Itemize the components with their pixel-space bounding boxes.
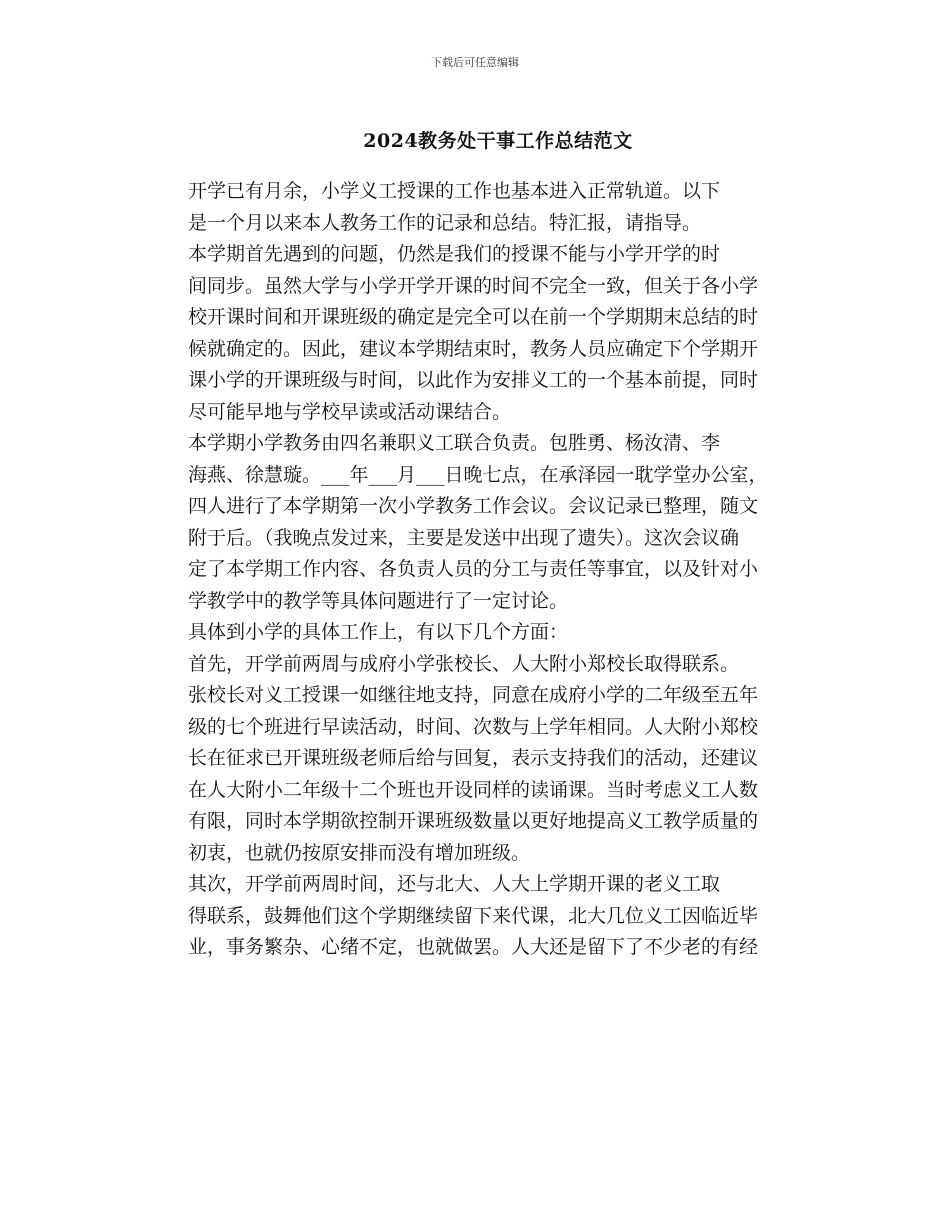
paragraph-line: 间同步。虽然大学与小学开学开课的时间不完全一致，但关于各小学 <box>188 274 759 297</box>
paragraph-line: 其次，开学前两周时间，还与北大、人大上学期开课的老义工取 <box>188 873 721 895</box>
paragraph-line: 是一个月以来本人教务工作的记录和总结。特汇报，请指导。 <box>188 211 702 234</box>
paragraph-line: 校开课时间和开课班级的确定是完全可以在前一个学期期末总结的时 <box>188 306 759 328</box>
document-title: 2024教务处干事工作总结范文 <box>363 130 633 152</box>
paragraph-line: 学教学中的教学等具体问题进行了一定讨论。 <box>188 589 569 612</box>
paragraph <box>142 428 822 617</box>
paragraph-line: 开学已有月余，小学义工授课的工作也基本进入正常轨道。以下 <box>188 180 721 202</box>
paragraph <box>142 176 822 239</box>
paragraph-line: 本学期首先遇到的问题，仍然是我们的授课不能与小学开学的时 <box>188 243 721 265</box>
paragraph-line: 附于后。（我晚点发过来，主要是发送中出现了遗失）。这次会议确 <box>188 526 740 549</box>
paragraph-line: 业，事务繁杂、心绪不定，也就做罢。人大还是留下了不少老的有经 <box>188 936 759 958</box>
paragraph-line: 尽可能早地与学校早读或活动课结合。 <box>188 400 512 423</box>
paragraph-line: 海燕、徐慧璇。___年___月___日晚七点，在承泽园一耽学堂办公室， <box>188 463 768 486</box>
paragraph-line: 首先，开学前两周与成府小学张校长、人大附小郑校长取得联系。 <box>188 652 740 675</box>
paragraph-line: 定了本学期工作内容、各负责人员的分工与责任等事宜，以及针对小 <box>188 558 759 580</box>
paragraph <box>142 239 822 428</box>
paragraph-line: 张校长对义工授课一如继往地支持，同意在成府小学的二年级至五年 <box>188 684 759 706</box>
paragraph-line: 初衷，也就仍按原安排而没有增加班级。 <box>188 841 531 864</box>
paragraph-line: 本学期小学教务由四名兼职义工联合负责。包胜勇、杨汝清、李 <box>188 432 721 454</box>
paragraph <box>142 869 822 964</box>
paragraph <box>142 649 822 870</box>
paragraph-line: 课小学的开课班级与时间，以此作为安排义工的一个基本前提，同时 <box>188 369 759 391</box>
paragraph <box>142 617 822 649</box>
paragraph-line: 具体到小学的具体工作上，有以下几个方面： <box>188 621 569 643</box>
download-note: 下载后可任意编辑 <box>431 56 519 69</box>
paragraph-line: 在人大附小二年级十二个班也开设同样的读诵课。当时考虑义工人数 <box>188 778 759 801</box>
paragraph-line: 级的七个班进行早读活动，时间、次数与上学年相同。人大附小郑校 <box>188 715 759 738</box>
paragraph-line: 长在征求已开课班级老师后给与回复，表示支持我们的活动，还建议 <box>188 747 759 769</box>
document-body <box>142 176 822 964</box>
paragraph-line: 得联系，鼓舞他们这个学期继续留下来代课，北大几位义工因临近毕 <box>188 904 759 927</box>
paragraph-line: 候就确定的。因此，建议本学期结束时，教务人员应确定下个学期开 <box>188 337 759 360</box>
paragraph-line: 有限，同时本学期欲控制开课班级数量以更好地提高义工教学质量的 <box>188 810 759 832</box>
paragraph-line: 四人进行了本学期第一次小学教务工作会议。会议记录已整理，随文 <box>188 495 759 517</box>
